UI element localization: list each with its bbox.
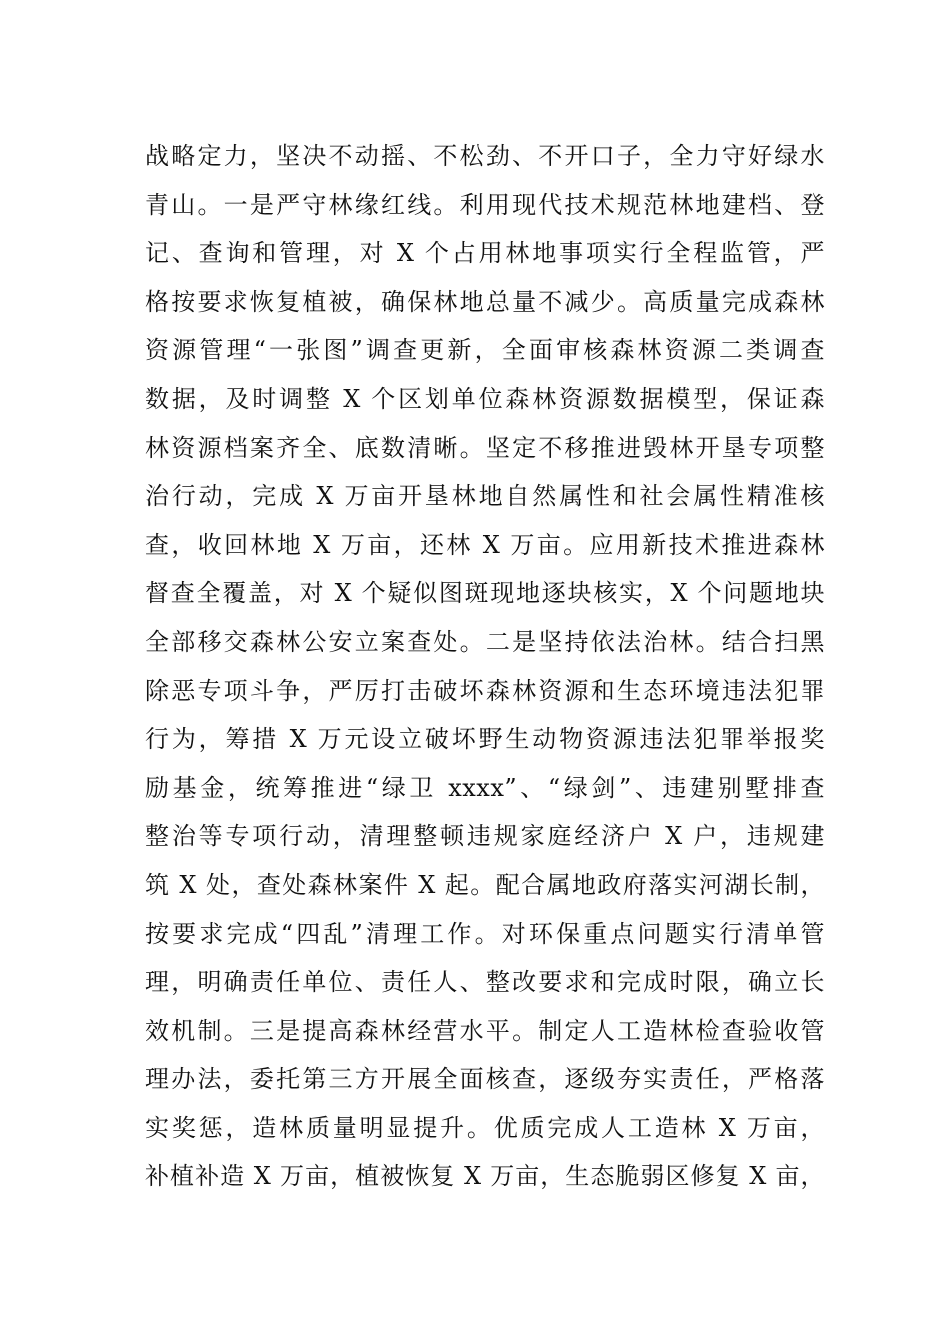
- text-line: 治行动，完成 X 万亩开垦林地自然属性和社会属性精准核: [145, 482, 825, 511]
- text-line: 效机制。三是提高森林经营水平。制定人工造林检查验收管: [145, 1016, 825, 1045]
- text-line: 理，明确责任单位、责任人、整改要求和完成时限，确立长: [145, 968, 825, 997]
- text-line: 青山。一是严守林缘红线。利用现代技术规范林地建档、登: [145, 190, 825, 219]
- text-line: 全部移交森林公安立案查处。二是坚持依法治林。结合扫黑: [145, 627, 825, 656]
- text-line: 资源管理“一张图”调查更新，全面审核森林资源二类调查: [145, 336, 825, 365]
- text-line: 林资源档案齐全、底数清晰。坚定不移推进毁林开垦专项整: [145, 433, 825, 462]
- text-line: 督查全覆盖，对 X 个疑似图斑现地逐块核实，X 个问题地块: [145, 579, 825, 608]
- text-line: 励基金，统筹推进“绿卫 xxxx”、“绿剑”、违建别墅排查: [145, 773, 825, 802]
- text-line: 格按要求恢复植被，确保林地总量不减少。高质量完成森林: [145, 287, 825, 316]
- text-line: 补植补造 X 万亩，植被恢复 X 万亩，生态脆弱区修复 X 亩，: [145, 1162, 825, 1191]
- text-line: 除恶专项斗争，严厉打击破坏森林资源和生态环境违法犯罪: [145, 676, 825, 705]
- text-line: 查，收回林地 X 万亩，还林 X 万亩。应用新技术推进森林: [145, 530, 825, 559]
- text-line: 数据，及时调整 X 个区划单位森林资源数据模型，保证森: [145, 384, 825, 413]
- text-line: 战略定力，坚决不动摇、不松劲、不开口子，全力守好绿水: [145, 142, 825, 170]
- text-line: 按要求完成“四乱”清理工作。对环保重点问题实行清单管: [145, 919, 825, 948]
- text-line: 实奖惩，造林质量明显提升。优质完成人工造林 X 万亩，: [145, 1113, 825, 1142]
- body-text: [145, 132, 825, 1201]
- text-line: 记、查询和管理，对 X 个占用林地事项实行全程监管，严: [145, 239, 825, 268]
- text-line: 行为，筹措 X 万元设立破坏野生动物资源违法犯罪举报奖: [145, 725, 825, 754]
- text-line: 整治等专项行动，清理整顿违规家庭经济户 X 户，违规建: [145, 822, 825, 851]
- text-line: 理办法，委托第三方开展全面核查，逐级夯实责任，严格落: [145, 1065, 825, 1094]
- text-line: 筑 X 处，查处森林案件 X 起。配合属地政府落实河湖长制，: [145, 870, 825, 899]
